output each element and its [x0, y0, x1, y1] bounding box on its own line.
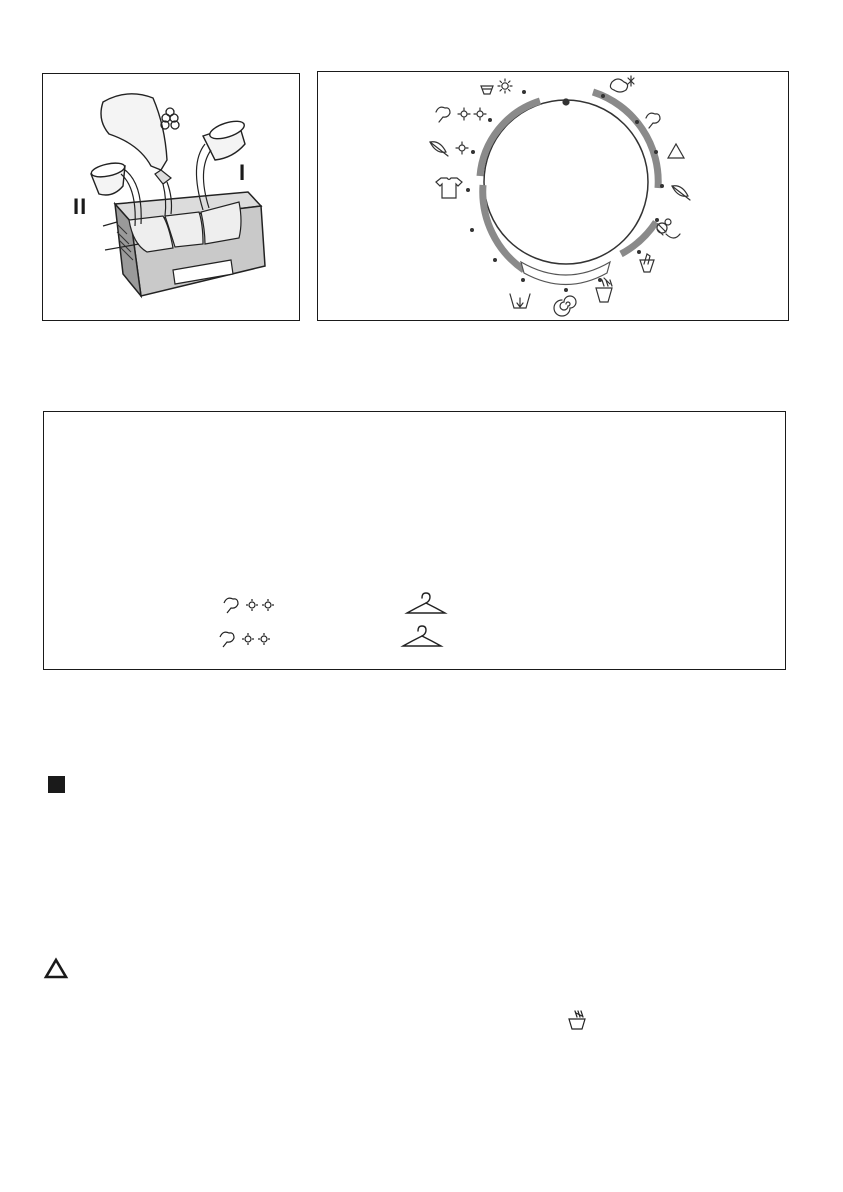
dial-knob — [484, 100, 648, 264]
tshirt-icon — [436, 178, 462, 198]
cotton-2sun-icon — [436, 107, 486, 122]
dial-spin-band — [521, 262, 610, 285]
info-row-2-hanger-icon — [400, 625, 444, 649]
drain-icon — [510, 294, 530, 308]
feather-icon — [672, 186, 690, 200]
info-row-1-hanger-icon — [404, 592, 448, 616]
info-box — [43, 411, 786, 670]
compartment-main-label: I — [239, 160, 247, 185]
rinse-shower-icon — [596, 278, 612, 302]
filled-square-icon — [48, 776, 65, 793]
program-dial-figure — [317, 71, 789, 321]
info-row-2-program-icon — [216, 629, 280, 649]
dispenser-figure — [42, 73, 300, 321]
wool-yarn-icon — [657, 219, 680, 238]
program-dial — [318, 72, 788, 320]
bowl-sun-icon — [481, 79, 512, 94]
triangle-icon — [668, 144, 684, 158]
spin-icon — [554, 296, 576, 316]
rinse-shower-icon — [566, 1009, 588, 1031]
cotton-icon — [646, 113, 660, 128]
compartment-prewash-label: II — [73, 194, 88, 219]
handwash-icon — [640, 254, 654, 272]
stain-icon — [610, 76, 634, 92]
info-row-1-program-icon — [220, 595, 284, 615]
warning-triangle-icon — [43, 957, 69, 979]
feather-sun-icon — [430, 142, 468, 156]
